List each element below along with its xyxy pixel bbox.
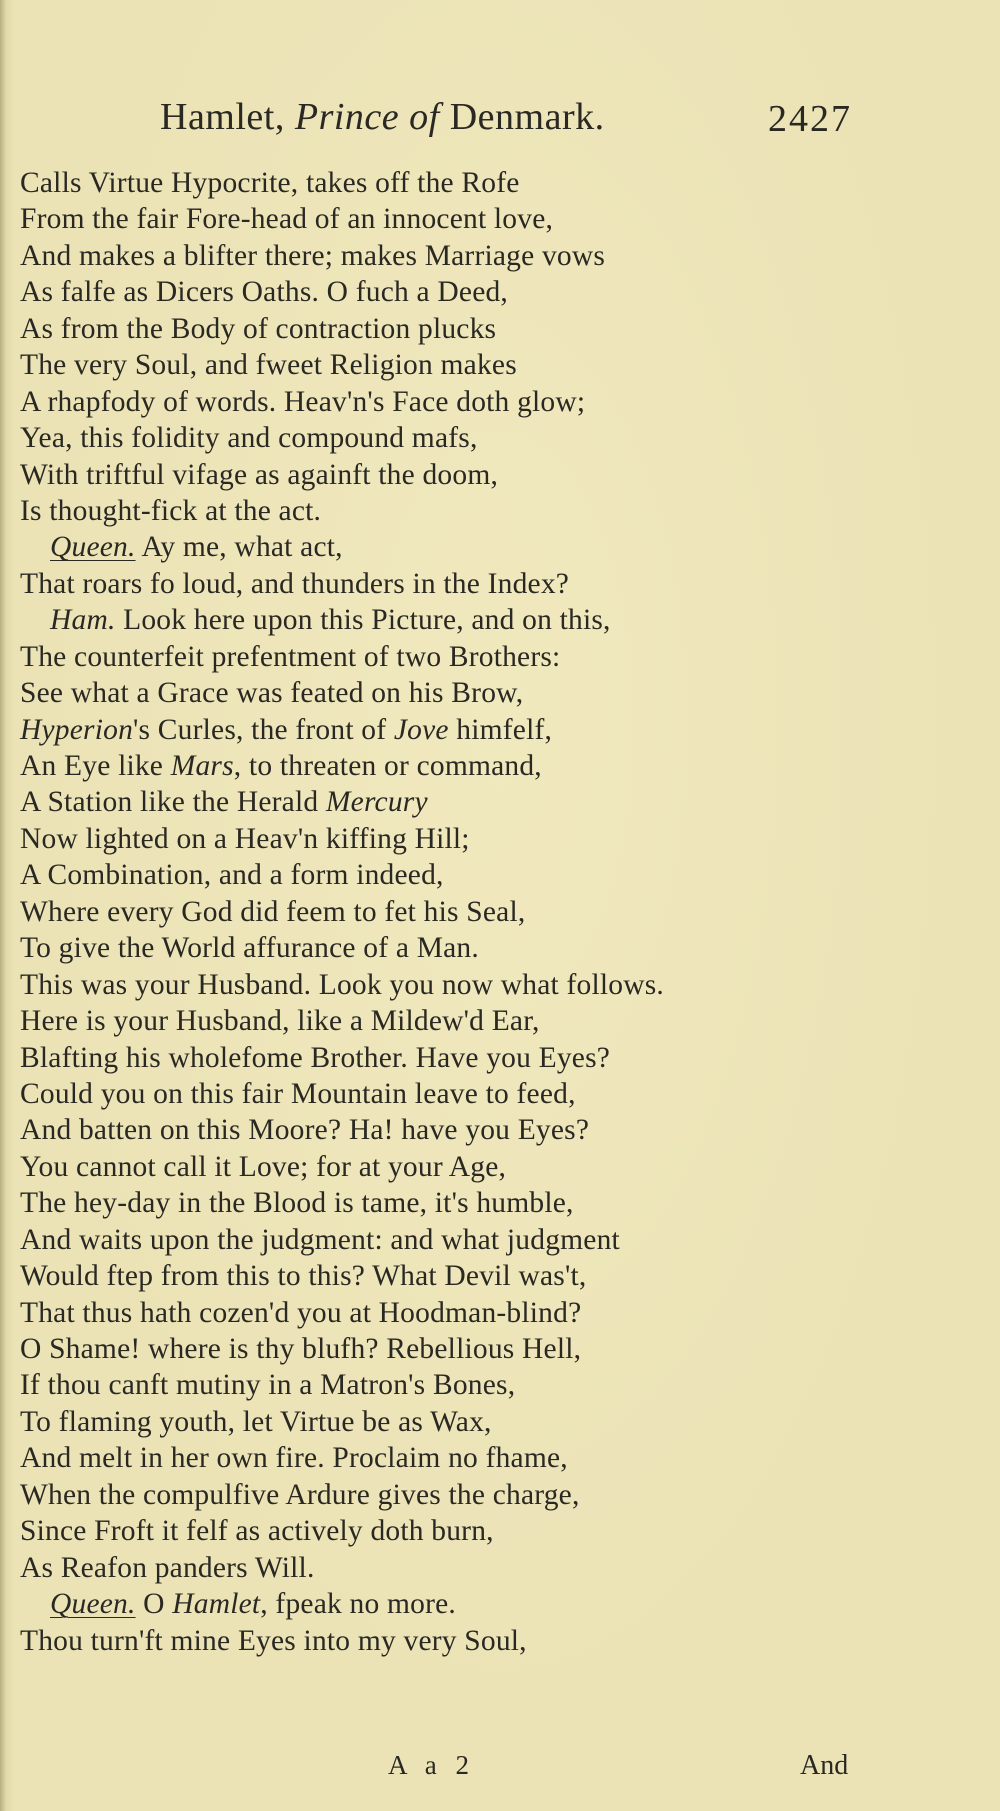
line-text: That roars fo loud, and thunders in the Index? (20, 567, 570, 600)
line-text: O (135, 1588, 173, 1621)
page-footer (0, 1750, 1000, 1790)
italic-text: Hamlet (172, 1588, 261, 1621)
line-text: Would ftep from this to this? What Devil was't, (20, 1260, 587, 1293)
title-italic-prince: Prince (294, 96, 400, 138)
text-line (20, 347, 740, 383)
line-text: To flaming youth, let Virtue be as Wax, (20, 1405, 492, 1438)
text-line (20, 1367, 740, 1403)
line-text: Now lighted on a Heav'n kiffing Hill; (20, 822, 470, 855)
title-italic-of: of (409, 96, 440, 138)
text-line (20, 1550, 740, 1586)
text-line (20, 1258, 740, 1294)
text-line (20, 1112, 740, 1148)
speaker-name: Queen. (50, 531, 136, 564)
text-line (20, 1222, 740, 1258)
line-text: That thus hath cozen'd you at Hoodman-blind? (20, 1296, 582, 1329)
text-line (20, 894, 740, 930)
running-title (160, 95, 605, 139)
text-line (20, 384, 740, 420)
line-text: , fpeak no more. (260, 1588, 456, 1621)
line-text: And makes a blifter there; makes Marriage vows (20, 239, 606, 272)
page-number: 2427 (768, 98, 852, 140)
line-text: Thou turn'ft mine Eyes into my very Soul, (20, 1624, 527, 1657)
line-text: Blafting his wholefome Brother. Have you Eyes? (20, 1041, 611, 1074)
text-line (20, 1404, 740, 1440)
line-text: A Station like the Herald (20, 786, 326, 819)
line-text: You cannot call it Love; for at your Age, (20, 1150, 507, 1183)
text-line (20, 1623, 740, 1659)
signature-mark: A a 2 (388, 1750, 475, 1780)
line-text: 's Curles, the front of (133, 713, 394, 746)
line-text: With triftful vifage as againft the doom, (20, 458, 499, 491)
italic-text: Mars (170, 750, 234, 782)
text-line (20, 1513, 740, 1549)
title-space (399, 96, 409, 138)
text-line (20, 420, 740, 456)
line-text: Is thought-fick at the act. (20, 494, 322, 527)
text-line (20, 712, 740, 748)
line-text: The very Soul, and fweet Religion makes (20, 349, 517, 382)
text-line (20, 566, 740, 602)
line-text: Look here upon this Picture, and on this, (115, 604, 611, 637)
line-text: As from the Body of contraction plucks (20, 312, 497, 345)
text-line (20, 821, 740, 857)
line-text: Calls Virtue Hypocrite, takes off the Rofe (20, 167, 520, 199)
text-line (20, 311, 740, 347)
text-line (20, 675, 740, 711)
text-line (20, 857, 740, 893)
text-line (20, 967, 740, 1003)
line-text: Since Froft it felf as actively doth burn, (20, 1515, 494, 1548)
verse-text-block (20, 165, 740, 1659)
text-line (20, 784, 740, 820)
line-text: Could you on this fair Mountain leave to feed, (20, 1077, 576, 1110)
speaker-name: Queen. (50, 1588, 136, 1621)
page-edge-shadow (0, 0, 6, 1811)
line-text: As falfe as Dicers Oaths. O fuch a Deed, (20, 276, 509, 309)
text-line (20, 201, 740, 237)
line-text: And batten on this Moore? Ha! have you Eyes? (20, 1114, 590, 1147)
line-text: If thou canft mutiny in a Matron's Bones, (20, 1369, 516, 1402)
line-text: O Shame! where is thy blufh? Rebellious Hell, (20, 1333, 582, 1365)
text-line (20, 602, 740, 638)
line-text: The counterfeit prefentment of two Brothers: (20, 640, 561, 673)
line-text: And waits upon the judgment: and what judgment (20, 1223, 620, 1256)
text-line (20, 457, 740, 493)
text-line (20, 238, 740, 274)
text-line (20, 274, 740, 310)
catchword: And (800, 1750, 849, 1781)
line-text: This was your Husband. Look you now what follows. (20, 968, 664, 1001)
text-line (20, 1477, 740, 1513)
running-header (160, 95, 860, 145)
line-text: , to threaten or command, (233, 750, 542, 782)
text-line (20, 748, 740, 784)
line-text: To give the World affurance of a Man. (20, 932, 479, 965)
text-line (20, 529, 740, 565)
text-line (20, 493, 740, 529)
italic-text: Mercury (325, 786, 428, 819)
line-text: See what a Grace was feated on his Brow, (20, 677, 524, 710)
text-line (20, 1040, 740, 1076)
italic-text: Ham. (50, 604, 116, 637)
line-text: From the fair Fore-head of an innocent love, (20, 203, 554, 236)
text-line (20, 1076, 740, 1112)
text-line (20, 165, 740, 201)
line-text: The hey-day in the Blood is tame, it's humble, (20, 1187, 574, 1220)
line-text: As Reafon panders Will. (20, 1551, 315, 1584)
italic-text: Hyperion (20, 713, 134, 746)
text-line (20, 1149, 740, 1185)
title-part-1: Hamlet, (160, 96, 295, 138)
line-text: When the compulfive Ardure gives the charge, (20, 1478, 580, 1511)
text-line (20, 1331, 740, 1367)
text-line (20, 930, 740, 966)
line-text: And melt in her own fire. Proclaim no fhame, (20, 1442, 568, 1475)
line-text: Yea, this folidity and compound mafs, (20, 422, 478, 455)
text-line (20, 639, 740, 675)
line-text: Ay me, what act, (135, 531, 343, 564)
text-line (20, 1295, 740, 1331)
line-text: Where every God did feem to fet his Seal, (20, 895, 526, 928)
line-text: himfelf, (448, 713, 553, 746)
line-text: Here is your Husband, like a Mildew'd Ear, (20, 1005, 540, 1038)
title-part-2: Denmark. (439, 96, 605, 138)
line-text: A Combination, and a form indeed, (20, 859, 444, 892)
text-line (20, 1185, 740, 1221)
italic-text: Jove (393, 713, 449, 746)
text-line (20, 1440, 740, 1476)
line-text: An Eye like (20, 750, 171, 782)
text-line (20, 1586, 740, 1622)
line-text: A rhapfody of words. Heav'n's Face doth glow; (20, 385, 586, 418)
text-line (20, 1003, 740, 1039)
